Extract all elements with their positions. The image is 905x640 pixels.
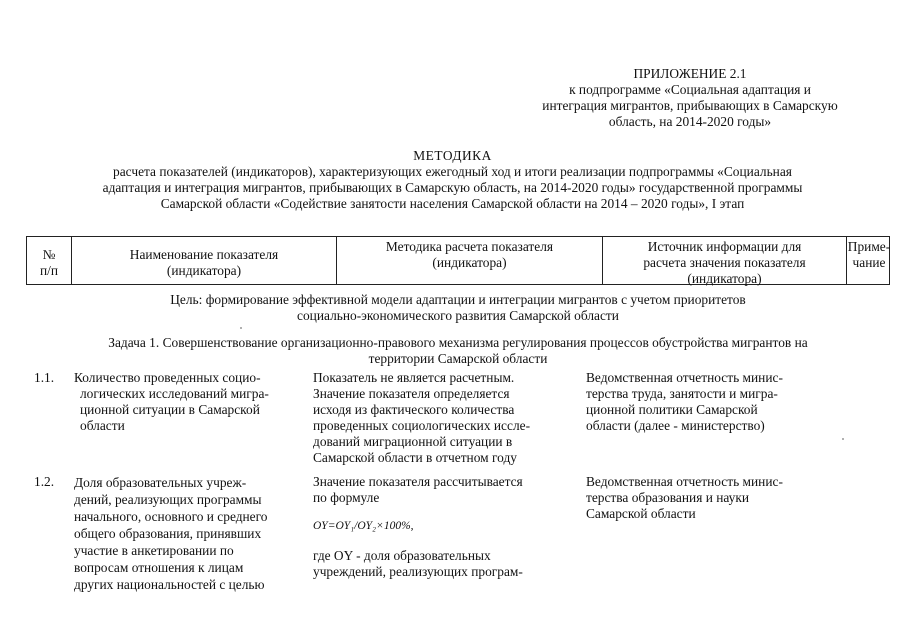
text-line: Значение показателя определяется [313, 386, 510, 401]
calculation-method [313, 474, 575, 580]
text-line: логических исследований мигра- [80, 386, 269, 401]
row-number: 1.1. [34, 370, 55, 385]
header-cell-source [603, 237, 847, 284]
document-title: МЕТОДИКА [413, 148, 492, 163]
text-line: Ведомственная отчетность минис- [586, 370, 783, 385]
header-text: (индикатора) [166, 263, 242, 278]
header-text: № [42, 247, 56, 262]
appendix-line: область, на 2014-2020 годы» [608, 114, 772, 129]
text-line: проведенных социологических иссле- [313, 418, 531, 433]
header-text: (индикатора) [432, 255, 507, 270]
appendix-line: интеграция мигрантов, прибывающих в Самарскую [542, 98, 838, 113]
text-line: Доля образовательных учреж- [74, 475, 247, 490]
text-line: участие в анкетировании по [74, 543, 234, 558]
header-text: Наименование показателя [129, 247, 279, 262]
task-line: Задача 1. Совершенствование организационно-правового механизма регулирования процессов обустройства мигрантов на [108, 335, 808, 350]
header-text: Методика расчета показателя [385, 239, 554, 254]
text-line: Самарской области в отчетном году [313, 450, 517, 465]
header-cell-note [847, 237, 891, 284]
appendix-line: к подпрограмме «Социальная адаптация и [569, 82, 811, 97]
formula: OY=OY₁/OY₂×100%, [313, 520, 414, 532]
goal-line: социально-экономического развития Самарской области [297, 308, 619, 323]
text-line: общего образования, принявших [74, 526, 262, 541]
text-line: исходя из фактического количества [313, 402, 515, 417]
goal-statement [26, 292, 890, 324]
document-title-block [20, 148, 885, 212]
document-subtitle-line: адаптация и интеграция мигрантов, прибывающих в Самарскую область, на 2014-2020 годы» государственной программы [102, 180, 803, 195]
header-text: Приме- [847, 239, 891, 254]
text-line: дений, реализующих программы [74, 492, 262, 507]
indicator-name [74, 474, 306, 593]
information-source [586, 370, 818, 434]
scan-speck [240, 327, 242, 329]
text-line: начального, основного и среднего [74, 509, 268, 524]
appendix-heading [500, 66, 880, 130]
text-line: терства образования и науки [586, 490, 750, 505]
header-text: (индикатора) [687, 271, 762, 286]
header-text: п/п [39, 263, 59, 278]
calculation-method [313, 370, 575, 466]
document-subtitle-line: Самарской области «Содействие занятости населения Самарской области на 2014 – 2020 годы», I этап [160, 196, 745, 211]
appendix-title: ПРИЛОЖЕНИЕ 2.1 [633, 66, 747, 81]
header-cell-number [27, 237, 72, 284]
header-cell-method [337, 237, 603, 284]
text-line: терства труда, занятости и мигра- [586, 386, 778, 401]
text-line: где OY - доля образовательных [313, 548, 491, 563]
text-line: дований миграционной ситуации в [313, 434, 513, 449]
text-line: других национальностей с целью [74, 577, 265, 592]
goal-line: Цель: формирование эффективной модели адаптации и интеграции мигрантов с учетом приоритетов [170, 292, 746, 307]
text-line: вопросам отношения к лицам [74, 560, 244, 575]
text-line: Ведомственная отчетность минис- [586, 474, 783, 489]
information-source [586, 474, 818, 522]
text-line: ционной ситуации в Самарской [80, 402, 260, 417]
text-line: Показатель не является расчетным. [313, 370, 515, 385]
text-line: Самарской области [586, 506, 696, 521]
text-line: Значение показателя рассчитывается [313, 474, 523, 489]
scan-speck [842, 438, 844, 440]
document-subtitle-line: расчета показателей (индикаторов), характеризующих ежегодный ход и итоги реализации подпрограммы «Социальная [113, 164, 792, 179]
header-cell-name [72, 237, 337, 284]
row-number: 1.2. [34, 474, 55, 489]
header-text: Источник информации для [647, 239, 802, 254]
text-line: Количество проведенных социо- [74, 370, 261, 385]
header-text: расчета значения показателя [643, 255, 806, 270]
text-line: учреждений, реализующих програм- [313, 564, 523, 579]
table-header [26, 236, 890, 285]
header-text: чание [852, 255, 886, 270]
indicator-name [74, 370, 306, 434]
task-line: территории Самарской области [368, 351, 548, 366]
task-statement [26, 335, 890, 367]
text-line: области (далее - министерство) [586, 418, 765, 433]
text-line: области [80, 418, 125, 433]
text-line: по формуле [313, 490, 380, 505]
text-line: ционной политики Самарской [586, 402, 758, 417]
